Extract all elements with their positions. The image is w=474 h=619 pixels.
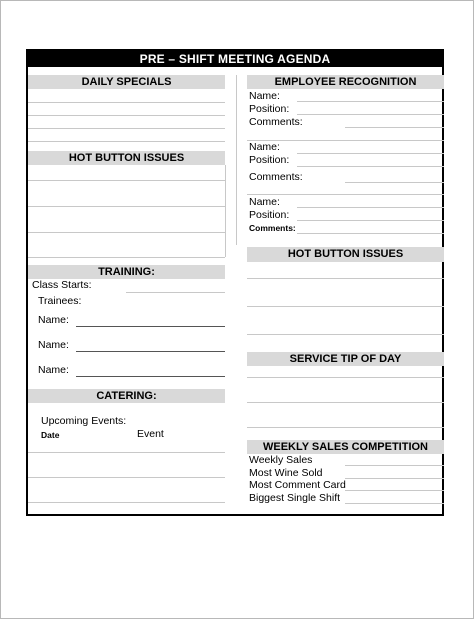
hot-button-line[interactable] (247, 306, 444, 307)
hot-button-line[interactable] (28, 180, 225, 181)
trainees-label: Trainees: (38, 295, 82, 307)
trainee-name-field[interactable] (76, 351, 225, 352)
recognition-name-field[interactable] (297, 207, 444, 208)
sales-item-label: Biggest Single Shift (249, 492, 341, 504)
recognition-comments-label: Comments: (249, 116, 303, 128)
catering-heading: CATERING: (28, 389, 225, 403)
training-heading: TRAINING: (28, 265, 225, 279)
left-column (28, 67, 225, 516)
recognition-name-label: Name: (249, 141, 280, 153)
daily-specials-heading: DAILY SPECIALS (28, 75, 225, 89)
daily-specials-line[interactable] (28, 102, 225, 103)
service-tip-line[interactable] (247, 427, 444, 428)
recognition-name-label: Name: (249, 196, 280, 208)
sales-item-field[interactable] (345, 490, 444, 491)
hot-button-line[interactable] (28, 232, 225, 233)
hot-button-line[interactable] (247, 334, 444, 335)
service-tip-line[interactable] (247, 377, 444, 378)
recognition-position-field[interactable] (297, 166, 444, 167)
sales-item-label: Weekly Sales (249, 454, 313, 466)
trainee-name-label: Name: (38, 339, 69, 351)
trainee-name-field[interactable] (76, 326, 225, 327)
recognition-position-field[interactable] (297, 114, 444, 115)
recognition-comments-field[interactable] (345, 182, 444, 183)
trainee-name-field[interactable] (76, 376, 225, 377)
agenda-form (26, 49, 444, 516)
recognition-comments-field[interactable] (247, 194, 444, 195)
date-column-label: Date (41, 430, 60, 440)
recognition-comments-label: Comments: (249, 171, 303, 183)
catering-line[interactable] (28, 502, 225, 503)
sales-item-label: Most Comment Card (249, 479, 346, 491)
event-column-label: Event (137, 428, 164, 440)
form-title: PRE – SHIFT MEETING AGENDA (28, 51, 442, 67)
hot-button-heading-right: HOT BUTTON ISSUES (247, 247, 444, 262)
sales-item-label: Most Wine Sold (249, 467, 323, 479)
recognition-name-field[interactable] (297, 101, 444, 102)
daily-specials-line[interactable] (28, 115, 225, 116)
catering-line[interactable] (28, 477, 225, 478)
sales-competition-heading: WEEKLY SALES COMPETITION (247, 440, 444, 454)
catering-line[interactable] (28, 452, 225, 453)
daily-specials-line[interactable] (28, 141, 225, 142)
class-starts-field[interactable] (126, 292, 225, 293)
hot-button-heading-left: HOT BUTTON ISSUES (28, 151, 225, 165)
recognition-position-field[interactable] (297, 220, 444, 221)
service-tip-heading: SERVICE TIP OF DAY (247, 352, 444, 366)
recognition-position-label: Position: (249, 103, 290, 115)
hot-button-line[interactable] (28, 257, 225, 258)
column-divider (236, 75, 237, 245)
recognition-name-label: Name: (249, 90, 280, 102)
sales-item-field[interactable] (345, 478, 444, 479)
right-column (247, 67, 444, 516)
class-starts-label: Class Starts: (32, 279, 92, 291)
trainee-name-label: Name: (38, 314, 69, 326)
sales-item-field[interactable] (345, 503, 444, 504)
upcoming-events-label: Upcoming Events: (41, 415, 127, 427)
recognition-comments-field[interactable] (345, 127, 444, 128)
recognition-comments-field[interactable] (297, 233, 444, 234)
hot-button-line[interactable] (247, 278, 444, 279)
recognition-position-label: Position: (249, 209, 290, 221)
recognition-position-label: Position: (249, 154, 290, 166)
daily-specials-line[interactable] (28, 128, 225, 129)
service-tip-line[interactable] (247, 402, 444, 403)
hot-button-divider (225, 165, 226, 257)
sales-item-field[interactable] (345, 465, 444, 466)
recognition-comments-label: Comments: (249, 223, 296, 233)
hot-button-line[interactable] (28, 206, 225, 207)
employee-recognition-heading: EMPLOYEE RECOGNITION (247, 75, 444, 89)
trainee-name-label: Name: (38, 364, 69, 376)
recognition-name-field[interactable] (297, 153, 444, 154)
